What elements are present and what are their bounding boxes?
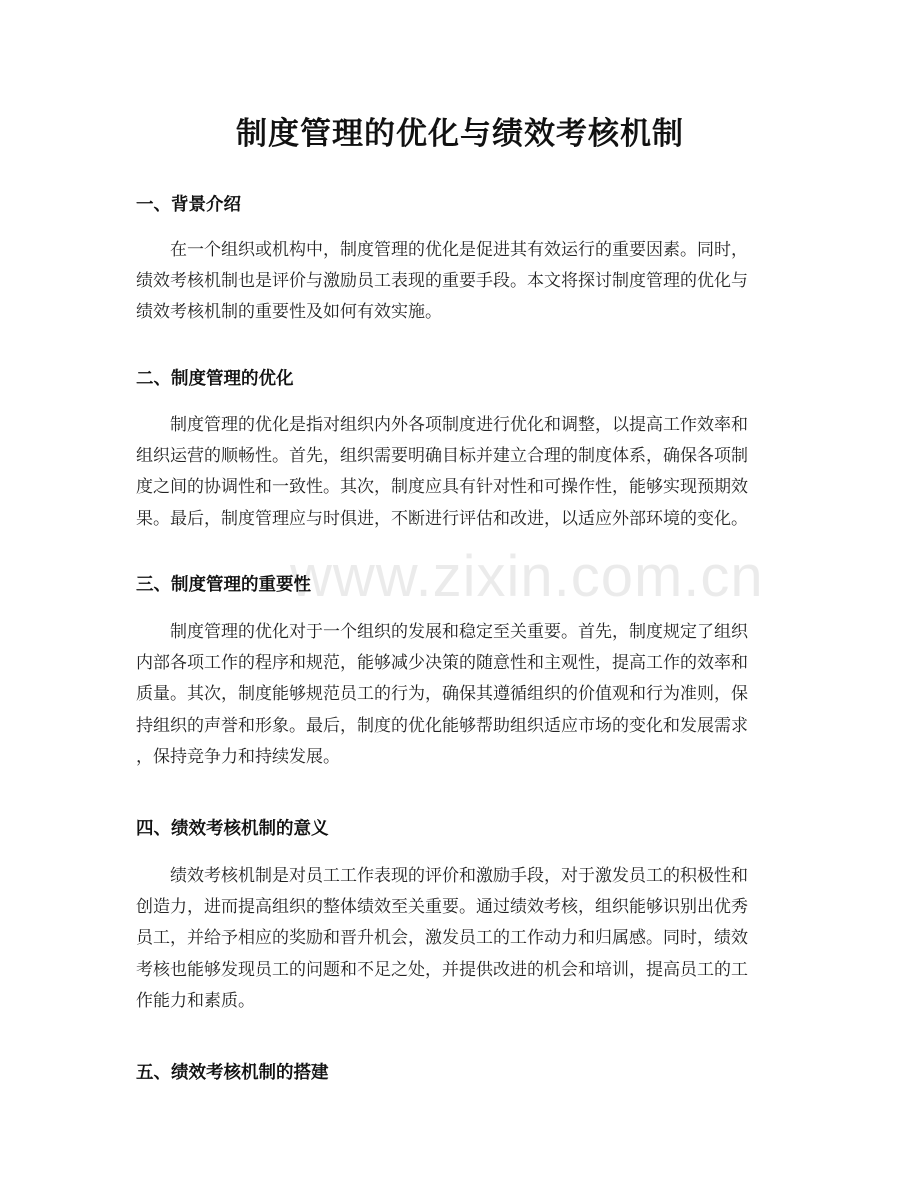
paragraph-line: ，保持竞争力和持续发展。 xyxy=(136,746,340,767)
paragraph-line: 果。最后，制度管理应与时俱进，不断进行评估和改进，以适应外部环境的变化。 xyxy=(136,508,748,529)
paragraph-line: 考核也能够发现员工的问题和不足之处，并提供改进的机会和培训，提高员工的工 xyxy=(136,959,748,980)
paragraph-line: 在一个组织或机构中，制度管理的优化是促进其有效运行的重要因素。同时， xyxy=(170,240,748,260)
section-paragraph-optimization xyxy=(136,410,786,535)
section-heading-optimization: 二、制度管理的优化 xyxy=(136,369,294,389)
section-heading-background: 一、背景介绍 xyxy=(136,195,241,215)
paragraph-line: 绩效考核机制也是评价与激励员工表现的重要手段。本文将探讨制度管理的优化与 xyxy=(136,271,748,292)
paragraph-line: 员工，并给予相应的奖励和晋升机会，激发员工的工作动力和归属感。同时，绩效 xyxy=(136,928,748,949)
paragraph-line: 组织运营的顺畅性。首先，组织需要明确目标并建立合理的制度体系，确保各项制 xyxy=(136,446,748,467)
section-paragraph-significance xyxy=(136,861,786,1017)
section-paragraph-importance xyxy=(136,617,786,773)
section-heading-construction: 五、绩效考核机制的搭建 xyxy=(136,1063,329,1083)
paragraph-line: 持组织的声誉和形象。最后，制度的优化能够帮助组织适应市场的变化和发展需求 xyxy=(136,715,748,736)
paragraph-line: 创造力，进而提高组织的整体绩效至关重要。通过绩效考核，组织能够识别出优秀 xyxy=(136,897,748,918)
paragraph-line: 绩效考核机制是对员工工作表现的评价和激励手段，对于激发员工的积极性和 xyxy=(170,866,748,886)
section-paragraph-background xyxy=(136,235,786,329)
paragraph-line: 作能力和素质。 xyxy=(136,990,255,1011)
watermark: www.zixin.com.cn xyxy=(290,544,764,609)
paragraph-line: 制度管理的优化是指对组织内外各项制度进行优化和调整，以提高工作效率和 xyxy=(170,415,748,435)
paragraph-line: 内部各项工作的程序和规范，能够减少决策的随意性和主观性，提高工作的效率和 xyxy=(136,653,748,674)
document-title: 制度管理的优化与绩效考核机制 xyxy=(236,116,684,152)
section-heading-importance: 三、制度管理的重要性 xyxy=(136,575,311,595)
section-heading-significance: 四、绩效考核机制的意义 xyxy=(136,819,329,839)
paragraph-line: 绩效考核机制的重要性及如何有效实施。 xyxy=(136,302,442,323)
paragraph-line: 制度管理的优化对于一个组织的发展和稳定至关重要。首先，制度规定了组织 xyxy=(170,622,748,642)
paragraph-line: 度之间的协调性和一致性。其次，制度应具有针对性和可操作性，能够实现预期效 xyxy=(136,477,748,498)
paragraph-line: 质量。其次，制度能够规范员工的行为，确保其遵循组织的价值观和行为准则，保 xyxy=(136,684,748,705)
